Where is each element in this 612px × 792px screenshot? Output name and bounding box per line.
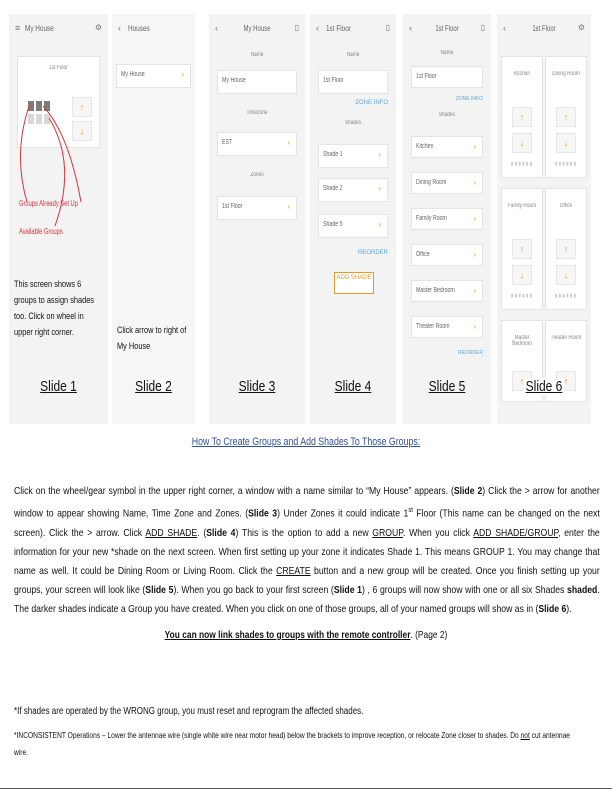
annotation-available-groups: Available Groups bbox=[19, 227, 63, 236]
up-arrow-button[interactable]: ↑ bbox=[556, 239, 576, 259]
up-arrow-button[interactable]: ↑ bbox=[512, 107, 532, 127]
shade-row[interactable]: Shade 2 › bbox=[318, 178, 388, 202]
slide4-title: 1st Floor bbox=[326, 24, 351, 33]
slide4-header bbox=[310, 14, 396, 44]
doc-title: How To Create Groups and Add Shades To Those Groups: bbox=[191, 436, 421, 448]
group-card[interactable]: Office ↑ ↓ ▮▮▮▮▮▮ bbox=[545, 188, 587, 310]
slide5-label: Slide 5 bbox=[428, 378, 466, 395]
chevron-right-icon[interactable]: › bbox=[473, 250, 476, 259]
slide6-label: Slide 6 bbox=[525, 378, 563, 395]
instructions-paragraph: Click on the wheel/gear symbol in the upper right corner, a window with a name similar to “My House” appears. (Slide 2) Click the > arrow for another window to appear showing Name, Time Zone and Zones. (Slide 3) Under Zones it could indicate 1st Floor (This name can be changed on the next screen). Click the > arrow. Click ADD SHADE. (Slide 4) This is the option to add a new GROUP. When you click ADD SHADE/GROUP, enter the information for your new *shade on the next screen. When first setting up your zone it indicates Shade 1. This means GROUP 1. You may change that name as well. It could be Dining Room or Living Room. Click the CREATE button and a new group will be created. Once you finish setting up your groups, your screen will look like (Slide 5). When you go back to your first screen (Slide 1) , 6 groups will now show with one or all six Shades shaded. The darker shades indicate a Group you have created. When you click on one of those groups, all of your named groups will show as in (Slide 6). bbox=[14, 485, 600, 615]
menu-icon[interactable]: ≡ bbox=[15, 23, 21, 33]
chevron-right-icon[interactable]: › bbox=[473, 214, 476, 223]
shade-row[interactable]: Shade 1 › bbox=[318, 144, 388, 168]
slide6-header bbox=[497, 14, 591, 44]
shade-dots: ▮▮▮▮▮▮ bbox=[554, 161, 578, 167]
back-icon[interactable]: ‹ bbox=[503, 23, 506, 33]
add-shade-button[interactable]: ADD SHADE bbox=[334, 272, 374, 294]
chevron-right-icon[interactable]: › bbox=[378, 150, 381, 159]
name-label: Name bbox=[346, 52, 360, 58]
slide3-panel bbox=[209, 14, 305, 424]
chevron-right-icon[interactable]: › bbox=[473, 286, 476, 295]
up-arrow-button[interactable]: ↑ bbox=[72, 97, 92, 117]
slide5-header bbox=[403, 14, 491, 44]
chevron-right-icon[interactable]: › bbox=[378, 184, 381, 193]
reorder-link[interactable]: REORDER bbox=[457, 350, 483, 356]
slide1-panel bbox=[9, 14, 108, 424]
reorder-link[interactable]: REORDER bbox=[357, 250, 388, 256]
slide6-title: 1st Floor bbox=[532, 24, 556, 33]
zones-label: Zones bbox=[250, 172, 264, 178]
slide4-label: Slide 4 bbox=[334, 378, 372, 395]
name-label: Name bbox=[440, 50, 454, 56]
up-arrow-button[interactable]: ↑ bbox=[556, 371, 576, 391]
zone-row[interactable]: 1st Floor › bbox=[217, 196, 297, 220]
back-icon[interactable]: ‹ bbox=[215, 23, 218, 33]
chevron-right-icon: › bbox=[287, 138, 290, 147]
trash-icon[interactable]: ▯ bbox=[385, 23, 390, 32]
group-row[interactable]: Office › bbox=[411, 244, 483, 266]
down-arrow-button[interactable]: ↓ bbox=[556, 133, 576, 153]
down-arrow-button[interactable]: ↓ bbox=[512, 265, 532, 285]
note-wrong-group: *If shades are operated by the WRONG group, you must reset and reprogram the affected shades. bbox=[14, 706, 364, 717]
name-label: Name bbox=[250, 52, 264, 58]
gear-icon[interactable]: ⚙ bbox=[577, 23, 585, 32]
up-arrow-button[interactable]: ↑ bbox=[512, 371, 532, 391]
chevron-right-icon[interactable]: › bbox=[473, 178, 476, 187]
gear-icon[interactable]: ⚙ bbox=[94, 23, 102, 32]
slide3-label: Slide 3 bbox=[238, 378, 276, 395]
group-card[interactable]: Family Room ↑ ↓ ▮▮▮▮▮▮ bbox=[501, 188, 543, 310]
remote-link-line: You can now link shades to groups with the remote controller. (Page 2) bbox=[164, 629, 448, 641]
down-arrow-button[interactable]: ↓ bbox=[512, 133, 532, 153]
group-row[interactable]: Kitchen › bbox=[411, 136, 483, 158]
shade-row[interactable]: Shade 5 › bbox=[318, 214, 388, 238]
page-bottom-rule bbox=[0, 788, 612, 789]
slide1-description: This screen shows 6 groups to assign shades too. Click on wheel in upper right corner. bbox=[14, 279, 95, 337]
slide3-header bbox=[209, 14, 305, 44]
chevron-right-icon[interactable]: › bbox=[287, 202, 290, 211]
zone-info-link[interactable]: ZONE INFO bbox=[455, 96, 483, 102]
list-item-my-house[interactable]: My House › bbox=[116, 64, 191, 88]
slide5-panel bbox=[403, 14, 491, 424]
shades-label: Shades bbox=[438, 112, 456, 118]
chevron-right-icon[interactable]: › bbox=[473, 322, 476, 331]
timezone-label: Timezone bbox=[246, 110, 268, 116]
trash-icon[interactable]: ▯ bbox=[480, 23, 485, 32]
group-card[interactable]: Dining Room ↑ ↓ ▮▮▮▮▮▮ bbox=[545, 56, 587, 178]
slide2-title: Houses bbox=[128, 24, 150, 33]
annotation-arrows bbox=[9, 14, 108, 254]
zone-card-title: 1st Floor bbox=[49, 65, 68, 71]
slide3-title: My House bbox=[243, 24, 271, 33]
shade-dots: ▮▮▮▮▮▮ bbox=[554, 293, 578, 299]
group-card[interactable]: Theater Room ↑ bbox=[545, 320, 587, 402]
down-arrow-button[interactable]: ↓ bbox=[556, 265, 576, 285]
down-arrow-button[interactable]: ↓ bbox=[72, 121, 92, 141]
group-card[interactable]: Kitchen ↑ ↓ ▮▮▮▮▮▮ bbox=[501, 56, 543, 178]
group-row[interactable]: Theater Room › bbox=[411, 316, 483, 338]
chevron-right-icon[interactable]: › bbox=[181, 70, 184, 79]
slide1-title: My House bbox=[25, 24, 54, 33]
slide4-panel bbox=[310, 14, 396, 424]
annotation-groups-set-up: Groups Already Set Up bbox=[19, 199, 78, 208]
back-icon[interactable]: ‹ bbox=[316, 23, 319, 33]
slide2-header bbox=[112, 14, 195, 44]
group-card[interactable]: Master Bedroom ↑ bbox=[501, 320, 543, 402]
back-icon[interactable]: ‹ bbox=[118, 23, 121, 33]
shade-dots: ▮▮▮▮▮▮ bbox=[510, 161, 534, 167]
slide1-label: Slide 1 bbox=[40, 378, 77, 395]
group-row[interactable]: Master Bedroom › bbox=[411, 280, 483, 302]
name-field[interactable]: 1st Floor bbox=[411, 66, 483, 88]
name-field[interactable]: 1st Floor bbox=[318, 70, 388, 94]
group-row[interactable]: Family Room › bbox=[411, 208, 483, 230]
shades-label: Shades bbox=[344, 120, 362, 126]
slide2-label: Slide 2 bbox=[135, 378, 172, 395]
up-arrow-button[interactable]: ↑ bbox=[556, 107, 576, 127]
chevron-right-icon[interactable]: › bbox=[473, 142, 476, 151]
slide2-description: Click arrow to right of My House bbox=[117, 325, 187, 351]
up-arrow-button[interactable]: ↑ bbox=[512, 239, 532, 259]
trash-icon[interactable]: ▯ bbox=[294, 23, 299, 32]
zone-info-link[interactable]: ZONE INFO bbox=[355, 100, 388, 106]
timezone-select[interactable]: EST › bbox=[217, 132, 297, 156]
slide6-panel bbox=[497, 14, 591, 424]
group-row[interactable]: Dining Room › bbox=[411, 172, 483, 194]
back-icon[interactable]: ‹ bbox=[409, 23, 412, 33]
slide5-title: 1st Floor bbox=[435, 24, 459, 33]
shade-dots: ▮▮▮▮▮▮ bbox=[510, 293, 534, 299]
name-field[interactable]: My House bbox=[217, 70, 297, 94]
slide2-panel bbox=[112, 14, 195, 424]
remote-link: You can now link shades to groups with the remote controller bbox=[164, 629, 411, 641]
chevron-right-icon[interactable]: › bbox=[378, 220, 381, 229]
note-inconsistent: *INCONSISTENT Operations – Lower the antennae wire (single white wire near motor head) below the brackets to improve reception, or relocate Zone closer to shades. Do not cut antennae wire. bbox=[14, 730, 570, 757]
